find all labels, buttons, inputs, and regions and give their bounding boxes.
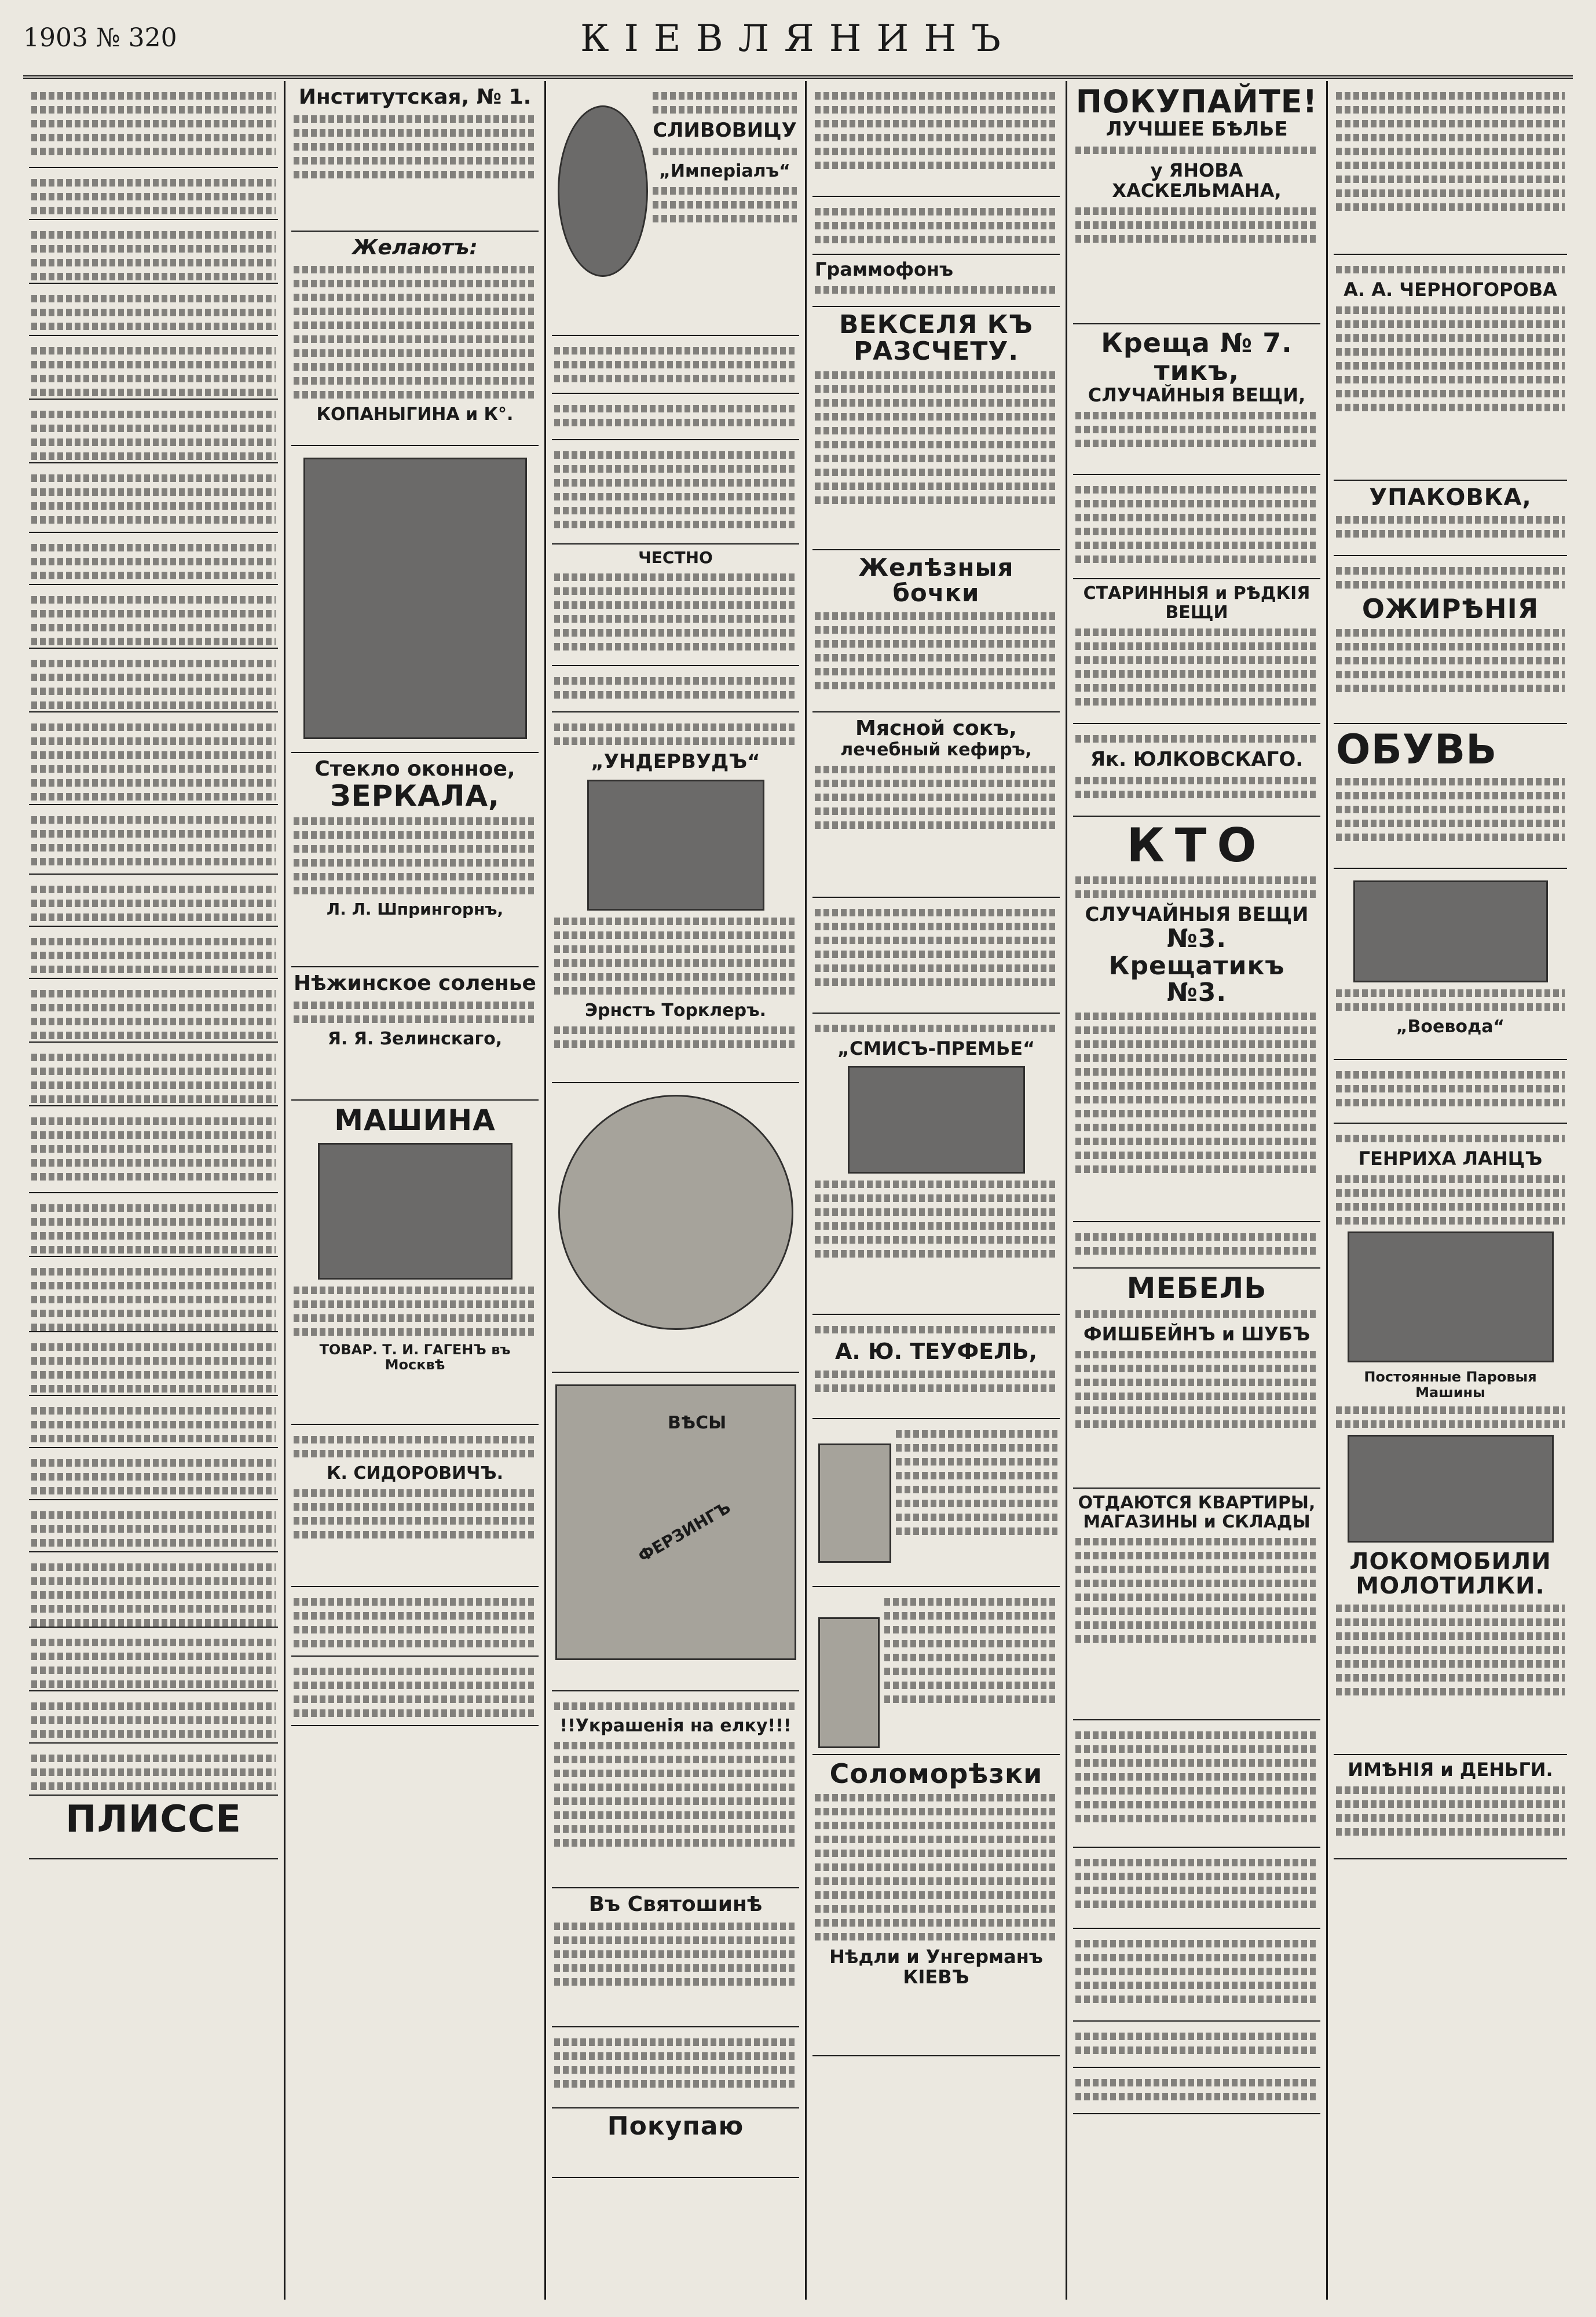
classified-ad-19 — [29, 1257, 278, 1332]
slivovitsa-title: СЛИВОВИЦУ — [653, 119, 797, 142]
underwood-ad — [552, 712, 799, 1083]
posuda-ad — [1334, 255, 1567, 481]
obuv-title: ОБУВЬ — [1336, 726, 1498, 773]
lanz-machinery-ad — [1334, 1124, 1567, 1755]
chernogorova-name: А. А. ЧЕРНОГОРОВА — [1344, 279, 1557, 301]
underwood-typewriter-illustration — [587, 780, 764, 911]
classified-ad-8 — [29, 533, 278, 585]
vekselya-ad — [812, 307, 1060, 550]
underwood-title: „УНДЕРВУДЪ“ — [591, 750, 760, 773]
usadba-ad — [552, 666, 799, 712]
kto-ad — [1073, 817, 1320, 1222]
sluchaynye-title: СЛУЧАЙНЫЯ ВЕЩИ, — [1088, 383, 1306, 406]
column-5 — [1066, 81, 1326, 2300]
classified-ad-1 — [29, 81, 278, 168]
nedli-name: Нѣдли и Унгерманъ — [829, 1946, 1043, 1968]
sale-ad — [552, 394, 799, 440]
zhelayut-title: Желаютъ: — [352, 236, 478, 260]
otdayutsya-title: ОТДАЮТСЯ КВАРТИРЫ, МАГАЗИНЫ и СКЛАДЫ — [1078, 1493, 1316, 1532]
garnitury-ad — [1073, 475, 1320, 579]
soap-ad — [291, 446, 539, 753]
classified-ad-5 — [29, 336, 278, 400]
voevoda-ad — [1334, 869, 1567, 1060]
kefir-title: лечебный кефиръ, — [840, 739, 1032, 760]
haskelman-name: у ЯНОВА ХАСКЕЛЬМАНА, — [1112, 159, 1282, 202]
imenia-title: ИМѢНІЯ и ДЕНЬГИ. — [1348, 1759, 1553, 1781]
wine-vinegar-ad — [552, 1083, 799, 1373]
kvartiry-ad — [1073, 1489, 1320, 1720]
lanz-name: ГЕНРИХА ЛАНЦЪ — [1358, 1147, 1543, 1170]
kiev-label: КІЕВЪ — [903, 1966, 969, 1989]
column-2 — [284, 81, 544, 2300]
starinnye-ad — [1073, 579, 1320, 724]
institutskaya-title: Институтская, № 1. — [298, 85, 532, 109]
classified-ad-17 — [29, 1106, 278, 1193]
classified-ad-22 — [29, 1448, 278, 1500]
classified-ad-3 — [29, 220, 278, 284]
sluchaynye2-title: СЛУЧАЙНЫЯ ВЕЩИ — [1085, 903, 1309, 926]
pokupayu-ad — [552, 2108, 799, 2178]
kopanygina-name: КОПАНЫГИНА и К°. — [316, 404, 514, 425]
starinnye-title: СТАРИННЫЯ и РѢДКІЯ ВЕЩИ — [1083, 583, 1311, 623]
dom-sale-ad — [552, 336, 799, 394]
institutskaya-ad — [291, 81, 539, 232]
kresha-7-ad — [1073, 324, 1320, 475]
classified-ad-13 — [29, 875, 278, 927]
classified-ad-6 — [29, 400, 278, 463]
torkler-name: Эрнстъ Торклеръ. — [584, 1000, 767, 1021]
classified-ad-25 — [29, 1628, 278, 1691]
imperial-title: „Имперіалъ“ — [659, 161, 790, 182]
issue-number: 1903 № 320 — [23, 23, 177, 53]
molotilki-title: МОЛОТИЛКИ. — [1356, 1572, 1545, 1599]
chestno-ad — [552, 544, 799, 666]
mebel-title: МЕБЕЛЬ — [1126, 1271, 1267, 1305]
shpringorn-name: Л. Л. Шпрингорнъ, — [326, 900, 504, 919]
classified-ad-24 — [29, 1552, 278, 1628]
dom-ad — [812, 81, 1060, 197]
column-1 — [23, 81, 284, 2300]
steklo-ad — [291, 753, 539, 967]
bochki-ad — [812, 550, 1060, 712]
upakovka-title: УПАКОВКА, — [1369, 484, 1532, 511]
zerkala-title: ЗЕРКАЛА, — [330, 779, 500, 813]
pomeshchenie-ad — [1073, 1929, 1320, 2022]
n3-title: №3. Крещатикъ №3. — [1108, 924, 1285, 1007]
plisse-title: ПЛИССЕ — [65, 1798, 241, 1841]
classified-ad-16 — [29, 1043, 278, 1106]
military-school-ad — [1334, 81, 1567, 255]
classified-ad-10 — [29, 649, 278, 712]
page-header — [23, 12, 1573, 79]
myasnoy-sok-ad — [812, 712, 1060, 898]
belye-ad — [1073, 81, 1320, 324]
eagle-emblem-illustration — [1353, 880, 1548, 982]
locomobile-illustration — [1348, 1435, 1554, 1543]
column-4 — [805, 81, 1066, 2300]
pokupayu-title: Покупаю — [607, 2111, 744, 2141]
money-ad — [812, 197, 1060, 255]
bottle-illustration — [558, 105, 648, 277]
ozhirenie-title: ОЖИРѢНІЯ — [1361, 593, 1539, 624]
dacha-ad — [552, 2027, 799, 2108]
vesy-title: ВѢСЫ — [668, 1413, 727, 1433]
solomorezki-title: Соломорѣзки — [829, 1758, 1043, 1789]
lamp-illustration — [818, 1617, 880, 1748]
mebel-ad — [1073, 1269, 1320, 1489]
steklo-title: Стекло оконное, — [314, 757, 515, 781]
otdaetsya-ad — [1334, 1060, 1567, 1124]
classified-ad-12 — [29, 805, 278, 875]
obuv-ad — [1334, 724, 1567, 869]
nezhinskoe-title: Нѣжинское соленье — [294, 971, 536, 995]
classified-ad-18 — [29, 1193, 278, 1257]
masthead: КІЕВЛЯНИНЪ — [580, 17, 1016, 60]
vekselya-title: ВЕКСЕЛЯ КЪ РАЗСЧЕТУ. — [839, 310, 1033, 367]
ukrasheniya-ad — [552, 1691, 799, 1888]
steam-engine-illustration — [1348, 1231, 1554, 1362]
nezhinskoe-ad — [291, 967, 539, 1101]
pills-ad — [1334, 556, 1567, 724]
chestno-title: ЧЕСТНО — [638, 548, 713, 567]
kresha-title: Креща № 7. тикъ, — [1101, 327, 1293, 387]
vinegar-seal-illustration — [558, 1095, 793, 1330]
lamp-ad — [812, 1587, 1060, 1755]
column-3 — [544, 81, 805, 2300]
zelinsky-name: Я. Я. Зелинскаго, — [327, 1028, 503, 1049]
pianino-sale-ad — [1073, 1222, 1320, 1269]
birds-ad — [812, 1419, 1060, 1587]
zhelayut-ad — [291, 232, 539, 446]
classified-ad-21 — [29, 1396, 278, 1448]
vesy-ad — [552, 1373, 799, 1691]
sidorovich-ad — [291, 1425, 539, 1587]
voevoda-title: „Воевода“ — [1396, 1017, 1505, 1037]
smith-title: „СМИСЪ-ПРЕМЬЕ“ — [837, 1037, 1035, 1059]
rose-soap-illustration — [303, 458, 527, 739]
classified-ad-14 — [29, 927, 278, 979]
gagen-name: ТОВАР. Т. И. ГАГЕНЪ въ Москвѣ — [319, 1341, 511, 1373]
grammofon-title: Граммофонъ — [815, 258, 954, 280]
fishbein-name: ФИШБЕЙНЪ и ШУБЪ — [1083, 1322, 1311, 1345]
pianino-ad — [291, 1657, 539, 1726]
classified-ad-20 — [29, 1332, 278, 1396]
prodayutsya-ad — [1073, 2068, 1320, 2114]
smith-premier-ad — [812, 1014, 1060, 1315]
teufel-ad — [812, 1315, 1060, 1419]
upakovka-ad — [1334, 481, 1567, 556]
lokomobili-title: ЛОКОМОБИЛИ — [1349, 1548, 1551, 1575]
classified-ad-4 — [29, 284, 278, 336]
arenda-ad — [552, 440, 799, 544]
luchshee-belye: ЛУЧШЕЕ БѢЛЬЕ — [1106, 117, 1288, 141]
typewriter-machine-ad — [291, 1101, 539, 1425]
column-6 — [1326, 81, 1573, 2300]
parrot-illustration — [818, 1443, 891, 1563]
typewriter-illustration — [318, 1143, 513, 1280]
classified-ad-7 — [29, 463, 278, 533]
grammofon-ad — [812, 255, 1060, 307]
svyatoshin-ad — [552, 1888, 799, 2027]
classified-ad-11 — [29, 712, 278, 805]
ferzing-title: ФЕРЗИНГЪ — [635, 1497, 734, 1566]
smith-typewriter-illustration — [848, 1066, 1025, 1174]
bezdetnoy-ad — [1073, 1848, 1320, 1929]
classified-ad-27 — [29, 1744, 278, 1796]
royal-ad — [291, 1587, 539, 1657]
slivovitsa-ad — [552, 81, 799, 336]
pokupayte-title: ПОКУПАЙТЕ! — [1075, 83, 1318, 120]
yulkovsky-ad — [1073, 724, 1320, 817]
ekstrenno-ad — [1073, 1720, 1320, 1848]
mashina-title: МАШИНА — [334, 1103, 496, 1137]
bochki-title: Желѣзныя бочки — [858, 553, 1014, 608]
myasnoy-title: Мясной сокъ, — [855, 717, 1017, 740]
classified-ad-26 — [29, 1691, 278, 1744]
plisse-ad — [29, 1796, 278, 1859]
ukrasheniya-title: !!Украшенія на елку!!! — [559, 1716, 792, 1736]
lombard-ad — [812, 898, 1060, 1014]
classified-ad-9 — [29, 585, 278, 649]
sidorovich-name: К. СИДОРОВИЧЪ. — [327, 1463, 503, 1483]
classified-ad-15 — [29, 979, 278, 1043]
komnata-ad — [1073, 2022, 1320, 2068]
kto-title: КТО — [1126, 818, 1267, 872]
classified-ad-23 — [29, 1500, 278, 1552]
yulkovsky-name: Як. ЮЛКОВСКАГО. — [1090, 748, 1304, 771]
mashiny-title: Постоянные Паровыя Машины — [1364, 1369, 1537, 1401]
teufel-name: А. Ю. ТЕУФЕЛЬ, — [834, 1339, 1038, 1364]
solomorezki-ad — [812, 1755, 1060, 2056]
svyatoshin-title: Въ Святошинѣ — [588, 1892, 763, 1916]
classified-ad-2 — [29, 168, 278, 220]
imenia-ad — [1334, 1755, 1567, 1859]
